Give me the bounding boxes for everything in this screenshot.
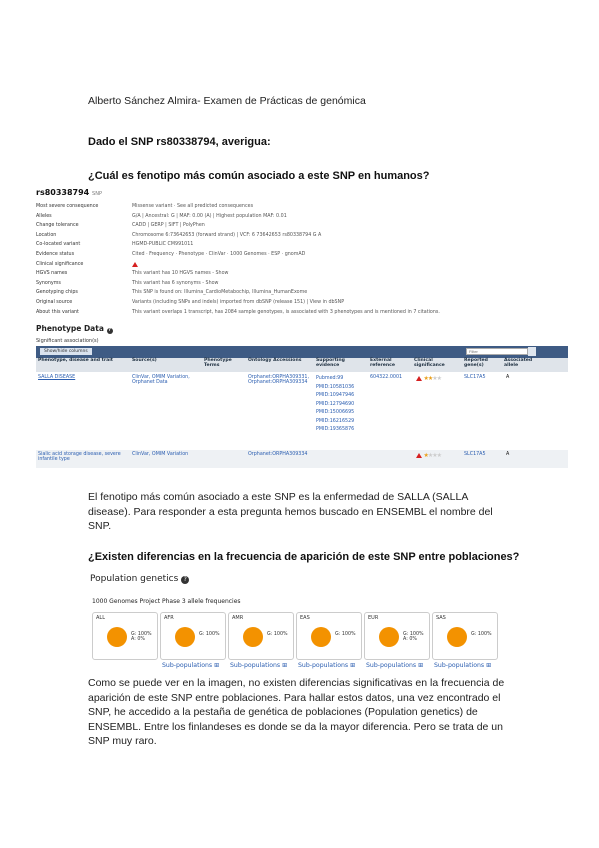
allele-cell: A [506,375,510,380]
allele-g-frequency: G: 100% [131,632,152,637]
expand-icon[interactable]: ⊞ [484,662,492,669]
evidence-link[interactable]: PMID:16216529 [316,418,355,424]
clinsig-cell: ★★★★ [416,452,441,459]
col-terms[interactable]: Phenotype Terms [204,358,232,368]
snp-row-label: Clinical significance [36,261,84,267]
col-clinsig[interactable]: Clinical significance [414,358,445,368]
col-phenotype[interactable]: Phenotype, disease and trait [38,358,113,363]
allele-a-frequency: A: 0% [131,637,145,642]
help-icon[interactable]: ? [108,328,111,333]
expand-icon[interactable]: ⊞ [280,662,288,669]
allele-frequency-pie [175,627,195,647]
population-name: SAS [436,615,446,621]
answer-1: El fenotipo más común asociado a este SNP es la enfermedad de SALLA (SALLA disease). Para responder a esta pregunta hemos buscado en ENSEMBL el nombre del SNP. [88,491,493,532]
warning-icon [416,453,422,458]
evidence-link[interactable]: PMID:10947946 [316,393,355,398]
snp-row-label: Most severe consequence [36,204,99,209]
table-toolbar [36,346,568,358]
pathogenic-warning-icon [132,262,138,267]
clinsig-cell: ★★★★ [416,375,441,382]
col-allele[interactable]: Associated allele [504,358,533,368]
snp-row-value: This variant overlaps 1 transcript, has 2084 sample genotypes, is associated with 3 phenotypes and is mentioned in 7 citations. [132,309,440,315]
ensembl-snp-screenshot [36,186,568,468]
expand-icon[interactable]: ⊞ [348,662,356,669]
question-1: ¿Cuál es fenotipo más común asociado a este SNP en humanos? [88,170,430,182]
intro-text: Dado el SNP rs80338794, averigua: [88,136,271,148]
source-cell[interactable]: ClinVar, OMIM Variation [132,452,189,457]
sub-populations-link[interactable]: Sub-populations ⊞ [230,662,288,669]
snp-row-value [132,262,138,268]
allele-legend [267,632,288,637]
population-panel [432,612,498,660]
evidence-link[interactable]: PMID:19365876 [316,427,355,432]
extref-cell[interactable]: 604322.0001 [370,375,403,380]
allele-frequency-pie [447,627,467,647]
allele-frequency-pie [243,627,263,647]
population-name: AMR [232,615,244,621]
snp-row-value: HGMD-PUBLIC CM991011 [132,242,194,248]
snp-row-value: CADD | GERP | SIFT | PolyPhen [132,223,205,229]
population-name: EAS [300,615,310,621]
allele-legend [335,632,356,637]
warning-icon [416,376,422,381]
popgen-title: Population genetics ? [90,574,189,584]
population-genetics-screenshot [90,574,530,669]
allele-legend [403,632,424,642]
col-ontology[interactable]: Ontology Accessions [248,358,302,363]
star-rating-icon: ★★ [423,375,433,382]
col-sources[interactable]: Source(s) [132,358,157,363]
col-extref[interactable]: External reference [370,358,395,368]
allele-a-frequency: A: 0% [403,637,417,642]
source-cell[interactable]: ClinVar, OMIM Variation, Orphanet Data [132,375,190,385]
gene-cell[interactable]: SLC17A5 [464,452,486,457]
snp-row-label: Evidence status [36,252,75,257]
snp-row-value: Chromosome 6:73642653 (forward strand) | VCF: 6 73642653 rs80338794 G A [132,232,322,238]
allele-frequency-pie [379,627,399,647]
col-evidence[interactable]: Supporting evidence [316,358,345,368]
snp-row-label: About this variant [36,309,79,315]
sub-populations-link[interactable]: Sub-populations ⊞ [434,662,492,669]
snp-row-label: Co-located variant [36,242,81,248]
answer-2: Como se puede ver en la imagen, no existen diferencias significativas en la frecuencia de aparición de este SNP entre poblaciones. Para hallar estos datos, una vez encontrado el SNP, he accedido a la pestaña de genética de poblaciones (Population genetics) de ENSEMBL. Entre los finlandeses es donde se da la mayor diferencia. Pero se trata de un SNP muy raro. [88,677,505,747]
sub-populations-link[interactable]: Sub-populations ⊞ [366,662,424,669]
table-row [36,450,568,468]
snp-row-value: G/A | Ancestral: G | MAF: 0.00 (A) | Highest population MAF: 0.01 [132,213,287,219]
population-name: EUR [368,615,379,621]
show-hide-columns-button[interactable]: Show/hide columns [40,348,92,355]
filter-input[interactable] [466,348,528,355]
allele-g-frequency: G: 100% [335,632,356,637]
snp-row-value: This SNP is found on: Illumina_CardioMetabochip, Illumina_HumanExome [132,290,308,296]
document-header: Alberto Sánchez Almira- Examen de Prácticas de genómica [88,95,366,107]
allele-g-frequency: G: 100% [403,632,424,637]
sub-populations-link[interactable]: Sub-populations ⊞ [298,662,356,669]
expand-icon[interactable]: ⊞ [212,662,220,669]
population-panel [92,612,158,660]
evidence-list [316,375,368,435]
expand-icon[interactable]: ⊞ [416,662,424,669]
snp-row-label: Original source [36,300,73,305]
population-panel [296,612,362,660]
snp-summary-table [36,204,568,320]
phenotype-link[interactable]: Sialic acid storage disease, severe infantile type [38,452,121,462]
sub-populations-link[interactable]: Sub-populations ⊞ [162,662,220,669]
snp-row-label: Location [36,232,57,238]
phenotype-link[interactable]: SALLA DISEASE [38,375,76,380]
star-rating-icon: ★ [423,452,428,459]
ontology-cell[interactable]: Orphanet:ORPHA309334 [248,452,308,457]
snp-row-label: Synonyms [36,280,61,286]
allele-legend [199,632,220,637]
help-icon[interactable]: ? [181,576,189,584]
phenotype-title: Phenotype Data ? [36,324,111,333]
table-row [36,373,568,447]
allele-g-frequency: G: 100% [267,632,288,637]
ontology-cell[interactable]: Orphanet:ORPHA309331, Orphanet:ORPHA309334 [248,375,309,385]
popgen-subtitle: 1000 Genomes Project Phase 3 allele frequencies [92,598,241,605]
phenotype-subtitle: Significant association(s) [36,338,99,344]
population-panel [228,612,294,660]
export-icon[interactable] [528,347,536,356]
snp-row-value: This variant has 6 synonyms - Show [132,280,219,286]
population-panels [92,612,532,668]
allele-frequency-pie [311,627,331,647]
population-panel [160,612,226,660]
col-gene[interactable]: Reported gene(s) [464,358,488,368]
evidence-link[interactable]: PMID:12794690 [316,401,355,407]
allele-frequency-pie [107,627,127,647]
allele-legend [131,632,152,642]
question-2: ¿Existen diferencias en la frecuencia de aparición de este SNP entre poblaciones? [88,551,520,563]
population-panel [364,612,430,660]
snp-row-label: Genotyping chips [36,290,78,296]
snp-row-value: This variant has 10 HGVS names - Show [132,271,229,277]
gene-cell[interactable]: SLC17A5 [464,375,486,380]
population-name: AFR [164,615,174,621]
snp-row-value: Variants (including SNPs and indels) imported from dbSNP (release 151) | View in dbSNP [132,300,345,305]
allele-g-frequency: G: 100% [471,632,492,637]
evidence-link[interactable]: PMID:15006695 [316,410,355,415]
snp-row-label: HGVS names [36,271,68,277]
allele-cell: A [506,452,510,457]
snp-id: rs80338794 SNP [36,188,102,197]
snp-row-label: Change tolerance [36,223,79,229]
evidence-link[interactable]: PMID:10581036 [316,384,355,390]
allele-legend [471,632,492,637]
population-name: ALL [96,615,105,621]
evidence-link[interactable]: Pubmed:99 [316,376,344,381]
snp-row-label: Alleles [36,213,52,219]
snp-row-value: Cited · Frequency · Phenotype · ClinVar · 1000 Genomes · ESP · gnomAD [132,252,306,257]
snp-row-value: Missense variant · See all predicted consequences [132,204,254,209]
allele-g-frequency: G: 100% [199,632,220,637]
table-header [36,358,568,372]
